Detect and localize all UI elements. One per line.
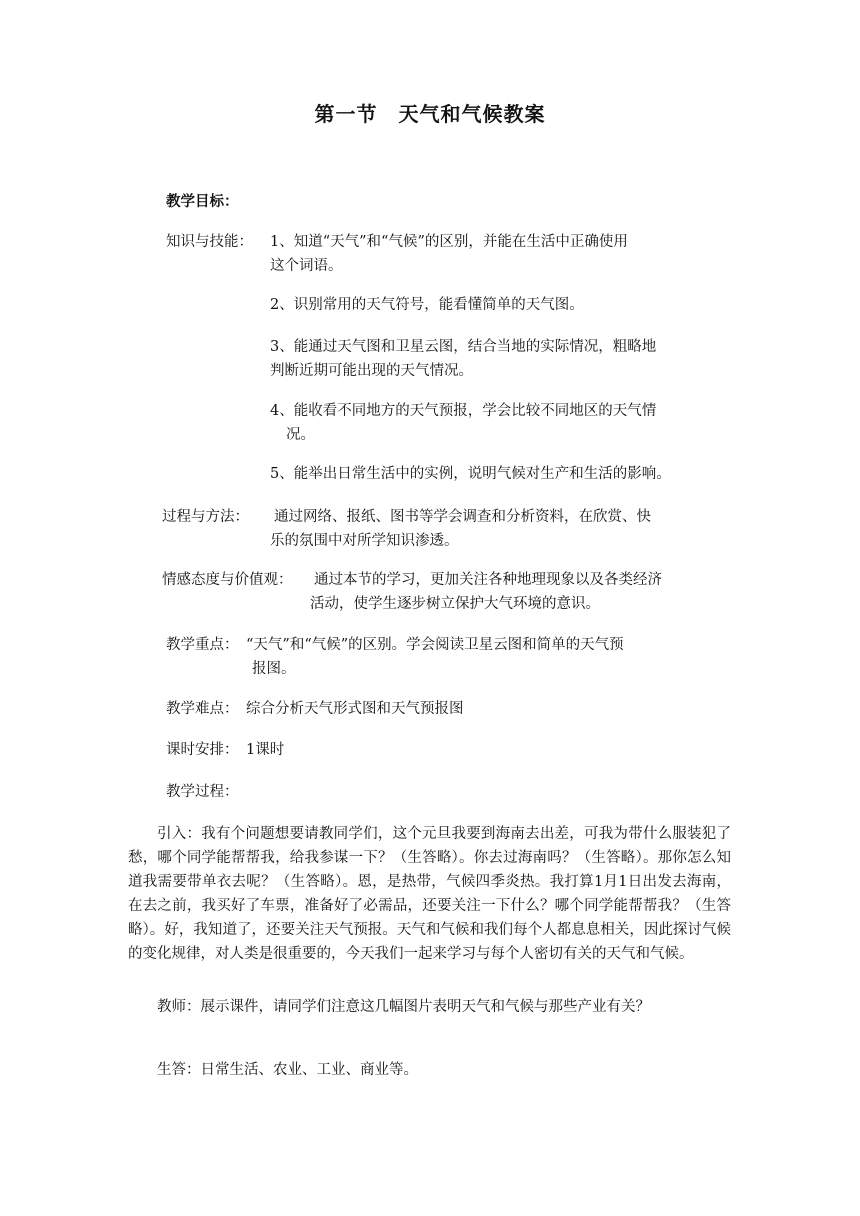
attitude-line-1: 通过本节的学习，更加关注各种地理现象以及各类经济 bbox=[314, 572, 662, 588]
knowledge-item-2: 2、识别常用的天气符号，能看懂简单的天气图。 bbox=[270, 297, 584, 313]
knowledge-item-1-line-1: 1、知道“天气”和“气候”的区别，并能在生活中正确使用 bbox=[270, 234, 628, 250]
objectives-heading: 教学目标： bbox=[166, 194, 239, 210]
knowledge-item-5: 5、能举出日常生活中的实例，说明气候对生产和生活的影响。 bbox=[270, 466, 671, 482]
knowledge-label: 知识与技能： bbox=[166, 234, 253, 250]
attitude-label: 情感态度与价值观： bbox=[162, 572, 293, 588]
student-paragraph: 生答：日常生活、农业、工业、商业等。 bbox=[157, 1062, 418, 1078]
schedule-label: 课时安排： bbox=[166, 742, 239, 758]
process-label: 过程与方法： bbox=[162, 509, 249, 525]
knowledge-item-3-line-2: 判断近期可能出现的天气情况。 bbox=[270, 363, 473, 379]
difficulties-text: 综合分析天气形式图和天气预报图 bbox=[246, 701, 464, 717]
knowledge-item-1-line-2: 这个词语。 bbox=[270, 258, 343, 274]
teacher-paragraph: 教师：展示课件，请同学们注意这几幅图片表明天气和气候与那些产业有关？ bbox=[157, 999, 650, 1015]
process-line-2: 乐的氛围中对所学知识渗透。 bbox=[270, 533, 459, 549]
knowledge-item-4-line-2: 况。 bbox=[286, 427, 315, 443]
knowledge-item-4-line-1: 4、能收看不同地方的天气预报，学会比较不同地区的天气情 bbox=[270, 403, 657, 419]
schedule-text: 1课时 bbox=[246, 742, 285, 758]
difficulties-label: 教学难点： bbox=[166, 701, 239, 717]
page-title: 第一节 天气和气候教案 bbox=[314, 102, 546, 126]
key-points-line-2: 报图。 bbox=[252, 661, 296, 677]
procedure-heading: 教学过程： bbox=[166, 784, 239, 800]
attitude-line-2: 活动，使学生逐步树立保护大气环境的意识。 bbox=[310, 596, 600, 612]
process-line-1: 通过网络、报纸、图书等学会调查和分析资料，在欣赏、快 bbox=[274, 509, 651, 525]
intro-paragraph: 引入：我有个问题想要请教同学们，这个元旦我要到海南去出差，可我为带什么服装犯了愁，哪个同学能帮帮我，给我参谋一下？（生答略）。你去过海南吗？（生答略）。那你怎么知道我需要带单衣去呢？（生答略）。恩，是热带，气候四季炎热。我打算1月1日出发去海南，在去之前，我买好了车票，准备好了必需品，还要关注一下什么？哪个同学能帮帮我？（生答略）。好，我知道了，还要关注天气预报。天气和气候和我们每个人都息息相关，因此探讨气候的变化规律，对人类是很重要的，今天我们一起来学习与每个人密切有关的天气和气候。 bbox=[128, 826, 731, 962]
knowledge-item-3-line-1: 3、能通过天气图和卫星云图，结合当地的实际情况，粗略地 bbox=[270, 339, 657, 355]
key-points-line-1: “天气”和“气候”的区别。学会阅读卫星云图和简单的天气预 bbox=[246, 637, 624, 653]
key-points-label: 教学重点： bbox=[166, 637, 239, 653]
